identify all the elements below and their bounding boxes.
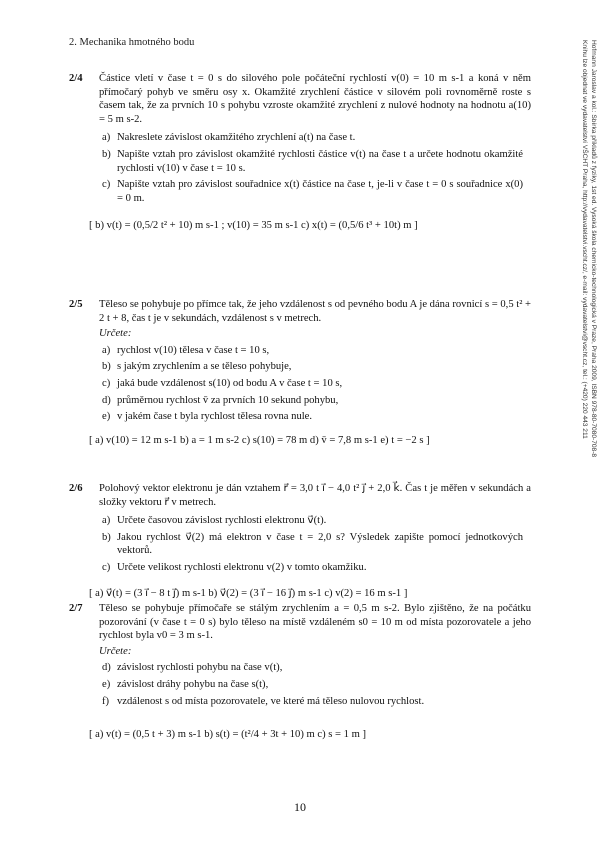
subquestion	[69, 531, 531, 558]
subquestion-letter: b)	[102, 361, 111, 373]
subquestion-letter: c)	[102, 377, 111, 389]
subquestion-text: Napište vztah pro závislost okamžité rychlosti částice v(t) na čase t a určete hodnotu okamžité rychlosti v(10) v čase t = 10 s.	[117, 148, 523, 174]
subquestion-letter: a)	[102, 132, 111, 144]
subquestion-text: závislost rychlosti pohybu na čase v(t),	[117, 662, 283, 674]
subquestion-text: závislost dráhy pohybu na čase s(t),	[117, 678, 269, 690]
subquestion-letter: d)	[102, 662, 111, 674]
subquestion	[69, 178, 531, 205]
problem-2-6	[69, 482, 531, 600]
subquestion-text: vzdálenost s od místa pozorovatele, ve které má těleso nulovou rychlost.	[117, 695, 425, 707]
subquestion	[69, 678, 531, 692]
subquestion	[69, 377, 531, 391]
answer-line: [ a) v(10) = 12 m s-1 b) a = 1 m s-2 c) s(10) = 78 m d) v̄ = 7,8 m s-1 e) t = −2 s ]	[89, 434, 430, 446]
subquestion-text: jaká bude vzdálenost s(10) od bodu A v čase t = 10 s,	[117, 377, 343, 389]
subquestion-letter: b)	[102, 531, 111, 543]
problem-2-4	[69, 72, 531, 233]
subquestion-text: průměrnou rychlost v̄ za prvních 10 sekund pohybu,	[117, 394, 339, 406]
subquestion-text: rychlost v(10) tělesa v čase t = 10 s,	[117, 344, 270, 356]
citation-line-2: Knihu lze objednat ve vydavatelství VŠCHT Praha, http://vydavatelstvi.vscht.cz/, e-mail: vydavatelstvi@vscht.cz, tel.: (+420) 220 443 211	[581, 40, 588, 439]
subquestion	[69, 131, 531, 145]
answer-line: [ b) v(t) = (0,5/2 t² + 10) m s-1 ; v(10) = 35 m s-1 c) x(t) = (0,5/6 t³ + 10t) m ]	[89, 220, 418, 232]
subquestion-text: v jakém čase t byla rychlost tělesa rovna nule.	[117, 411, 313, 423]
subquestion-letter: a)	[102, 344, 111, 356]
problem-number: 2/4	[69, 73, 83, 84]
subquestion-letter: e)	[102, 678, 111, 690]
subquestions-heading: Určete:	[99, 645, 132, 657]
subquestion-letter: c)	[102, 179, 111, 191]
subquestion	[69, 344, 531, 358]
subquestion	[69, 561, 531, 575]
problem-text: Těleso se pohybuje přímočaře se stálým zrychlením a = 0,5 m s-2. Bylo zjištěno, že na počátku pozorování (v čase t = 0 s) bylo těleso na místě vzdáleném s0 = 10 m od místa pozorovatele a jeho rychlost byla v0 = 3 m s-1.	[99, 603, 531, 642]
subquestion-text: Určete časovou závislost rychlosti elektronu v⃗(t).	[117, 515, 327, 527]
answer-line: [ a) v(t) = (0,5 t + 3) m s-1 b) s(t) = (t²/4 + 3t + 10) m c) s = 1 m ]	[89, 729, 367, 741]
subquestion	[69, 514, 531, 528]
subquestion-text: Určete velikost rychlosti elektronu v(2) v tomto okamžiku.	[117, 561, 367, 573]
subquestion-letter: c)	[102, 561, 111, 573]
problem-2-5	[69, 298, 531, 447]
subquestion	[69, 695, 531, 709]
subquestion	[69, 661, 531, 675]
side-citation	[578, 40, 598, 640]
page-number: 10	[294, 800, 306, 814]
subquestion	[69, 148, 531, 175]
subquestion	[69, 360, 531, 374]
running-header: 2. Mechanika hmotného bodu	[69, 37, 195, 48]
subquestion	[69, 410, 531, 424]
subquestions-heading: Určete:	[99, 328, 132, 340]
subquestion-text: s jakým zrychlením a se těleso pohybuje,	[117, 361, 292, 373]
subquestion-text: Napište vztah pro závislost souřadnice x(t) částice na čase t, je-li v čase t = 0 s souřadnice x(0) = 0 m.	[117, 179, 523, 204]
citation-line-1: Hofmann Jaroslav a kol.: Sbírka příkladů z fyziky, 1st ed. Vysoká škola chemicko-technologická v Praze, Praha 2009, ISBN 978-80-7080-708-8	[590, 40, 597, 458]
subquestion-text: Nakreslete závislost okamžitého zrychlení a(t) na čase t.	[117, 132, 356, 144]
subquestion-letter: b)	[102, 148, 111, 160]
problem-text: Polohový vektor elektronu je dán vztahem r⃗ = 3,0 t i⃗ − 4,0 t² j⃗ + 2,0 k⃗. Čas t je měřen v sekundách a složky vektoru r⃗ v metrech.	[99, 483, 531, 508]
subquestion-letter: d)	[102, 394, 111, 406]
problem-number: 2/5	[69, 299, 83, 310]
problem-number: 2/7	[69, 603, 83, 614]
problem-text: Částice vletí v čase t = 0 s do silového pole počáteční rychlostí v(0) = 10 m s-1 a koná v něm přímočarý pohyb ve směru osy x. Okamžité zrychlení částice v silovém poli rovnoměrně roste s časem tak, že za prvních 10 s pohybu vzroste okamžité zrychlení z nulové hodnoty na hodnotu a(10) = 5 m s-2.	[99, 73, 531, 125]
subquestion	[69, 394, 531, 408]
problem-2-7	[69, 602, 531, 742]
answer-line: [ a) v⃗(t) = (3 i⃗ − 8 t j⃗) m s-1 b) v⃗(2) = (3 i⃗ − 16 j⃗) m s-1 c) v(2) = 16 m s-1 ]	[89, 587, 408, 599]
subquestion-letter: f)	[102, 695, 110, 707]
subquestion-text: Jakou rychlost v⃗(2) má elektron v čase t = 2,0 s? Výsledek zapište pomocí jednotkových vektorů.	[117, 531, 523, 557]
problem-text: Těleso se pohybuje po přímce tak, že jeho vzdálenost s od pevného bodu A je dána rovnicí s = 0,5 t² + 2 t + 8, čas t je v sekundách, vzdálenost s v metrech.	[99, 299, 532, 324]
subquestion-letter: a)	[102, 515, 111, 527]
problem-number: 2/6	[69, 483, 83, 494]
subquestion-letter: e)	[102, 411, 111, 423]
